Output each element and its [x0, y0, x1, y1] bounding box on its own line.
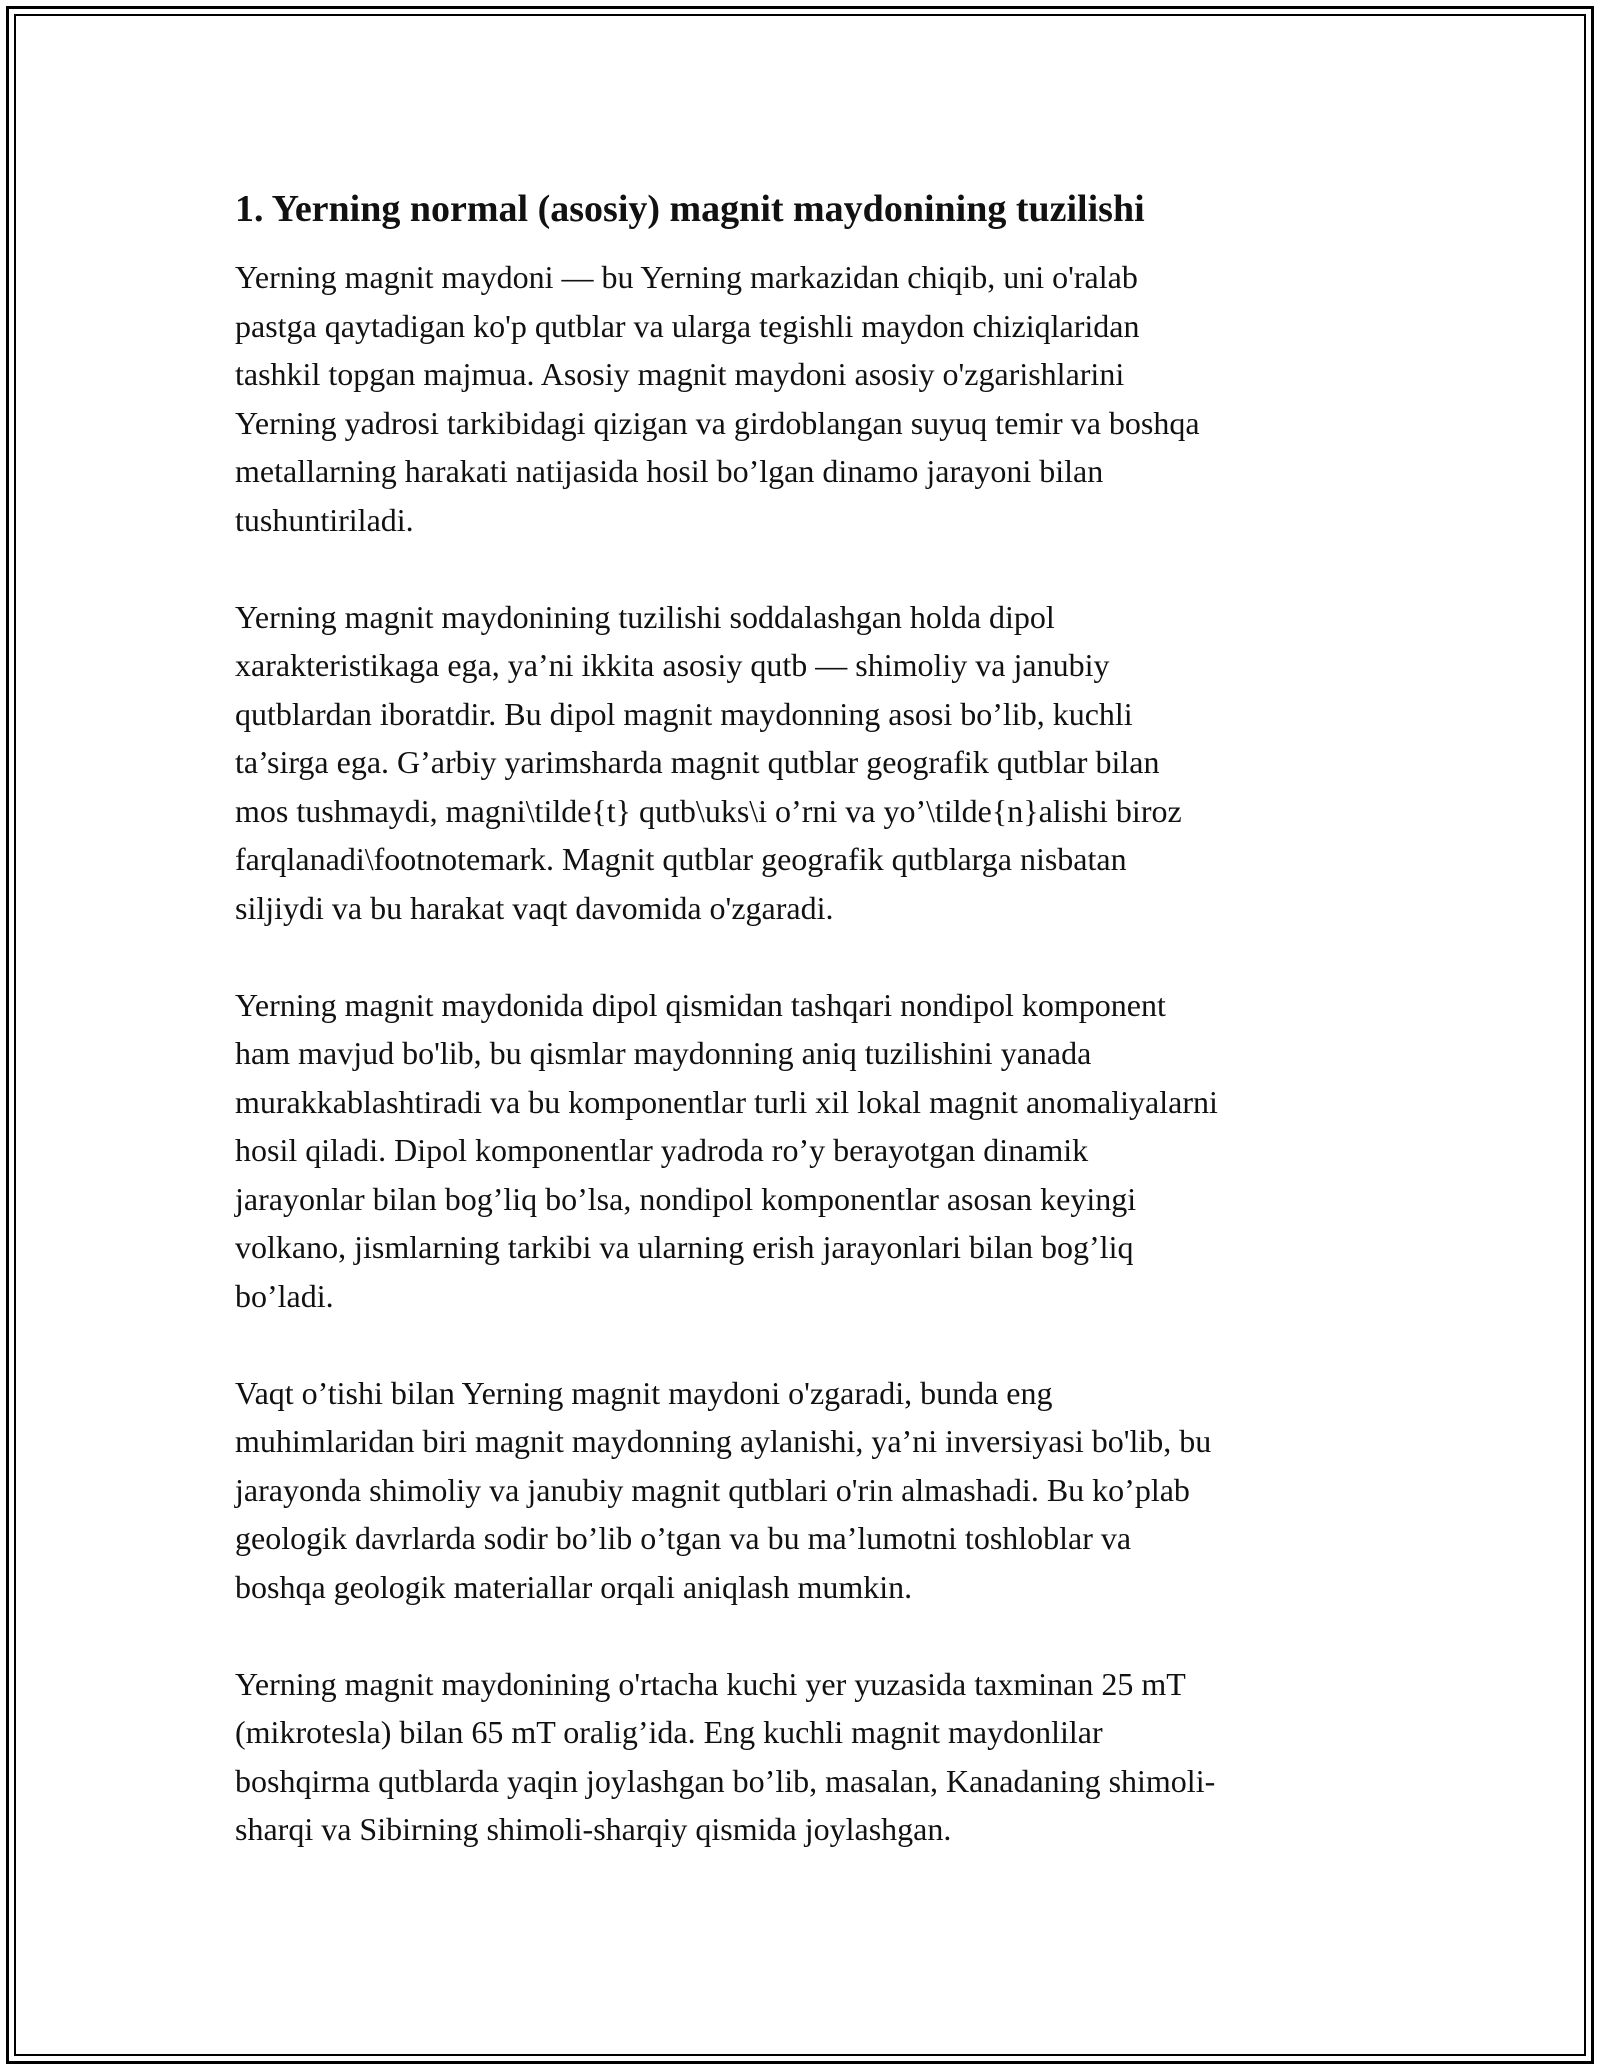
paragraph-line: siljiydi va bu harakat vaqt davomida o'zgaradi. [235, 889, 834, 926]
paragraph-line: Yerning yadrosi tarkibidagi qizigan va girdoblangan suyuq temir va boshqa [235, 404, 1200, 441]
paragraph-line: boshqa geologik materiallar orqali aniqlash mumkin. [235, 1568, 913, 1605]
paragraph-line: hosil qiladi. Dipol komponentlar yadroda ro’y berayotgan dinamik [235, 1132, 1089, 1168]
paragraph-line: murakkablashtiradi va bu komponentlar turli xil lokal magnit anomaliyalarni [235, 1083, 1218, 1120]
paragraph [235, 253, 1375, 544]
paragraph-line: (mikrotesla) bilan 65 mT oralig’ida. Eng kuchli magnit maydonlilar [235, 1714, 1103, 1750]
paragraph-line: Vaqt o’tishi bilan Yerning magnit maydoni o'zgaradi, bunda eng [235, 1374, 1053, 1411]
paragraph-line: xarakteristikaga ega, ya’ni ikkita asosiy qutb — shimoliy va janubiy [235, 647, 1110, 683]
paragraph-line: Yerning magnit maydonining tuzilishi soddalashgan holda dipol [235, 598, 1055, 635]
paragraph-line: tushuntiriladi. [235, 501, 414, 538]
paragraph-line: bo’ladi. [235, 1277, 334, 1314]
paragraph-line: Yerning magnit maydonining o'rtacha kuchi yer yuzasida taxminan 25 mT [235, 1665, 1186, 1702]
paragraph-line: boshqirma qutblarda yaqin joylashgan bo’lib, masalan, Kanadaning shimoli- [235, 1762, 1216, 1799]
paragraph-line: jarayonda shimoliy va janubiy magnit qutblari o'rin almashadi. Bu ko’plab [235, 1471, 1190, 1508]
paragraph-line: volkano, jismlarning tarkibi va ularning erish jarayonlari bilan bog’liq [235, 1229, 1134, 1265]
paragraph-line: mos tushmaydi, magni\tilde{t} qutb\uks\i o’rni va yo’\tilde{n}alishi biroz [235, 792, 1182, 829]
section-heading: 1. Yerning normal (asosiy) magnit maydonining tuzilishi [235, 188, 1145, 230]
paragraph [235, 981, 1375, 1321]
paragraph-line: ta’sirga ega. G’arbiy yarimsharda magnit qutblar geografik qutblar bilan [235, 744, 1160, 780]
paragraph-line: geologik davrlarda sodir bo’lib o’tgan va bu ma’lumotni toshloblar va [235, 1520, 1132, 1556]
paragraph [235, 1660, 1375, 1854]
paragraph-list [235, 253, 1375, 1854]
paragraph-line: metallarning harakati natijasida hosil bo’lgan dinamo jarayoni bilan [235, 453, 1104, 489]
document-body [235, 185, 1375, 1902]
paragraph-line: Yerning magnit maydoni — bu Yerning markazidan chiqib, uni o'ralab [235, 259, 1138, 295]
paragraph-line: muhimlaridan biri magnit maydonning aylanishi, ya’ni inversiyasi bo'lib, bu [235, 1423, 1212, 1459]
paragraph-line: ham mavjud bo'lib, bu qismlar maydonning aniq tuzilishini yanada [235, 1035, 1092, 1071]
paragraph [235, 593, 1375, 933]
paragraph-line: pastga qaytadigan ko'p qutblar va ularga tegishli maydon chiziqlaridan [235, 307, 1140, 344]
paragraph-line: sharqi va Sibirning shimoli-sharqiy qismida joylashgan. [235, 1811, 952, 1847]
paragraph [235, 1369, 1375, 1612]
paragraph-line: tashkil topgan majmua. Asosiy magnit maydoni asosiy o'zgarishlarini [235, 356, 1125, 392]
paragraph-line: Yerning magnit maydonida dipol qismidan tashqari nondipol komponent [235, 986, 1166, 1023]
paragraph-line: farqlanadi\footnotemark. Magnit qutblar geografik qutblarga nisbatan [235, 841, 1127, 877]
paragraph-line: qutblardan iboratdir. Bu dipol magnit maydonning asosi bo’lib, kuchli [235, 695, 1133, 732]
paragraph-line: jarayonlar bilan bog’liq bo’lsa, nondipol komponentlar asosan keyingi [235, 1180, 1137, 1217]
